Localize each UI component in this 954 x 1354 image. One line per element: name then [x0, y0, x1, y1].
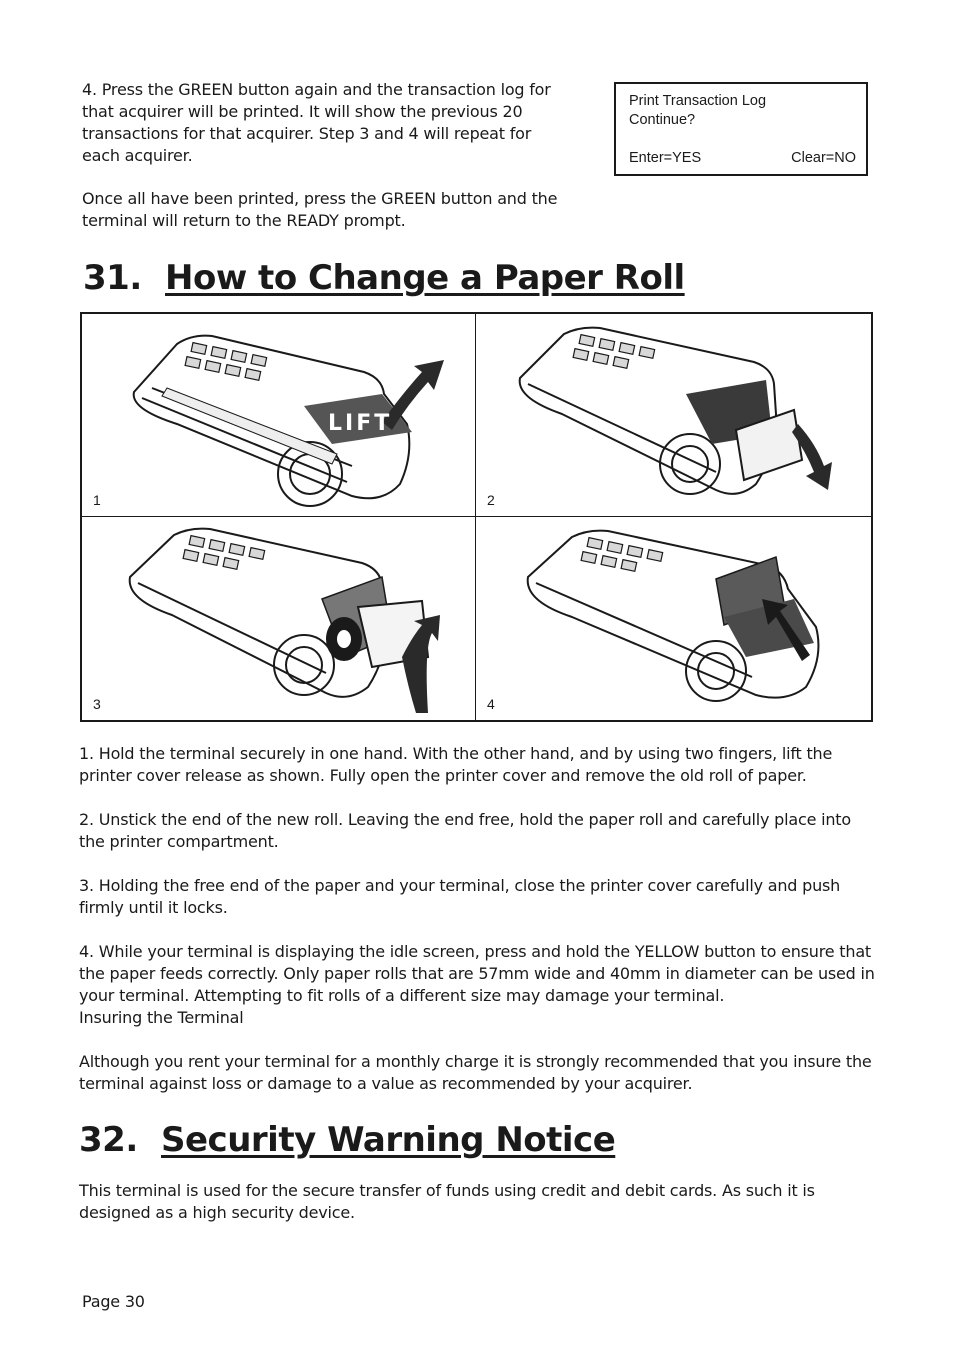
page-number: Page 30	[82, 1292, 145, 1311]
section-31-title: How to Change a Paper Roll	[165, 258, 685, 298]
display-line-1: Print Transaction Log	[629, 93, 767, 109]
instruction-step-1: 1. Hold the terminal securely in one hand. With the other hand, and by using two fingers, lift the printer cover release as shown. Fully open the printer cover and remove the old roll of paper.	[79, 744, 833, 785]
figure-3	[82, 517, 476, 720]
terminal-illustration-open-cover	[476, 314, 871, 516]
section-31-number: 31.	[83, 258, 142, 298]
figure-number: 3	[93, 696, 101, 712]
figure-4	[476, 517, 871, 720]
figure-2	[476, 314, 871, 517]
terminal-illustration-insert-roll	[82, 517, 475, 720]
section-32-heading	[79, 1120, 615, 1160]
display-line-2: Continue?	[629, 112, 696, 128]
figure-1	[82, 314, 476, 517]
figure-number: 2	[487, 492, 495, 508]
lift-label: LIFT	[328, 411, 393, 436]
instruction-step-2: 2. Unstick the end of the new roll. Leaving the end free, hold the paper roll and carefully place into the printer compartment.	[79, 810, 851, 851]
paper-roll-figure-grid	[80, 312, 873, 722]
terminal-illustration-lift	[82, 314, 475, 516]
intro-step-4-text: 4. Press the GREEN button again and the transaction log for that acquirer will be printed. It will show the previous 20 transactions for that acquirer. Step 3 and 4 will repeat for each acquirer.	[82, 80, 551, 165]
display-enter-option: Enter=YES	[629, 150, 702, 166]
section-32-number: 32.	[79, 1120, 138, 1160]
section-31-heading	[83, 258, 685, 298]
terminal-display-box	[614, 82, 868, 176]
intro-after-text: Once all have been printed, press the GREEN button and the terminal will return to the READY prompt.	[82, 189, 558, 230]
instruction-step-3: 3. Holding the free end of the paper and your terminal, close the printer cover carefully and push firmly until it locks.	[79, 876, 841, 917]
section-32-title: Security Warning Notice	[161, 1120, 616, 1160]
instruction-step-4: 4. While your terminal is displaying the idle screen, press and hold the YELLOW button to ensure that the paper feeds correctly. Only paper rolls that are 57mm wide and 40mm in diameter can be used in your terminal. Attempting to fit rolls of a different size may damage your terminal. Insuring the Terminal	[79, 942, 875, 1027]
paper-roll-instructions	[79, 743, 879, 1117]
terminal-illustration-close-cover	[476, 517, 871, 720]
security-notice-text: This terminal is used for the secure transfer of funds using credit and debit cards. As such it is designed as a high security device.	[79, 1181, 815, 1222]
display-clear-option: Clear=NO	[791, 150, 856, 166]
insurance-text: Although you rent your terminal for a monthly charge it is strongly recommended that you insure the terminal against loss or damage to a value as recommended by your acquirer.	[79, 1052, 872, 1093]
display-key-row	[629, 149, 856, 168]
figure-number: 1	[93, 492, 101, 508]
figure-number: 4	[487, 696, 495, 712]
